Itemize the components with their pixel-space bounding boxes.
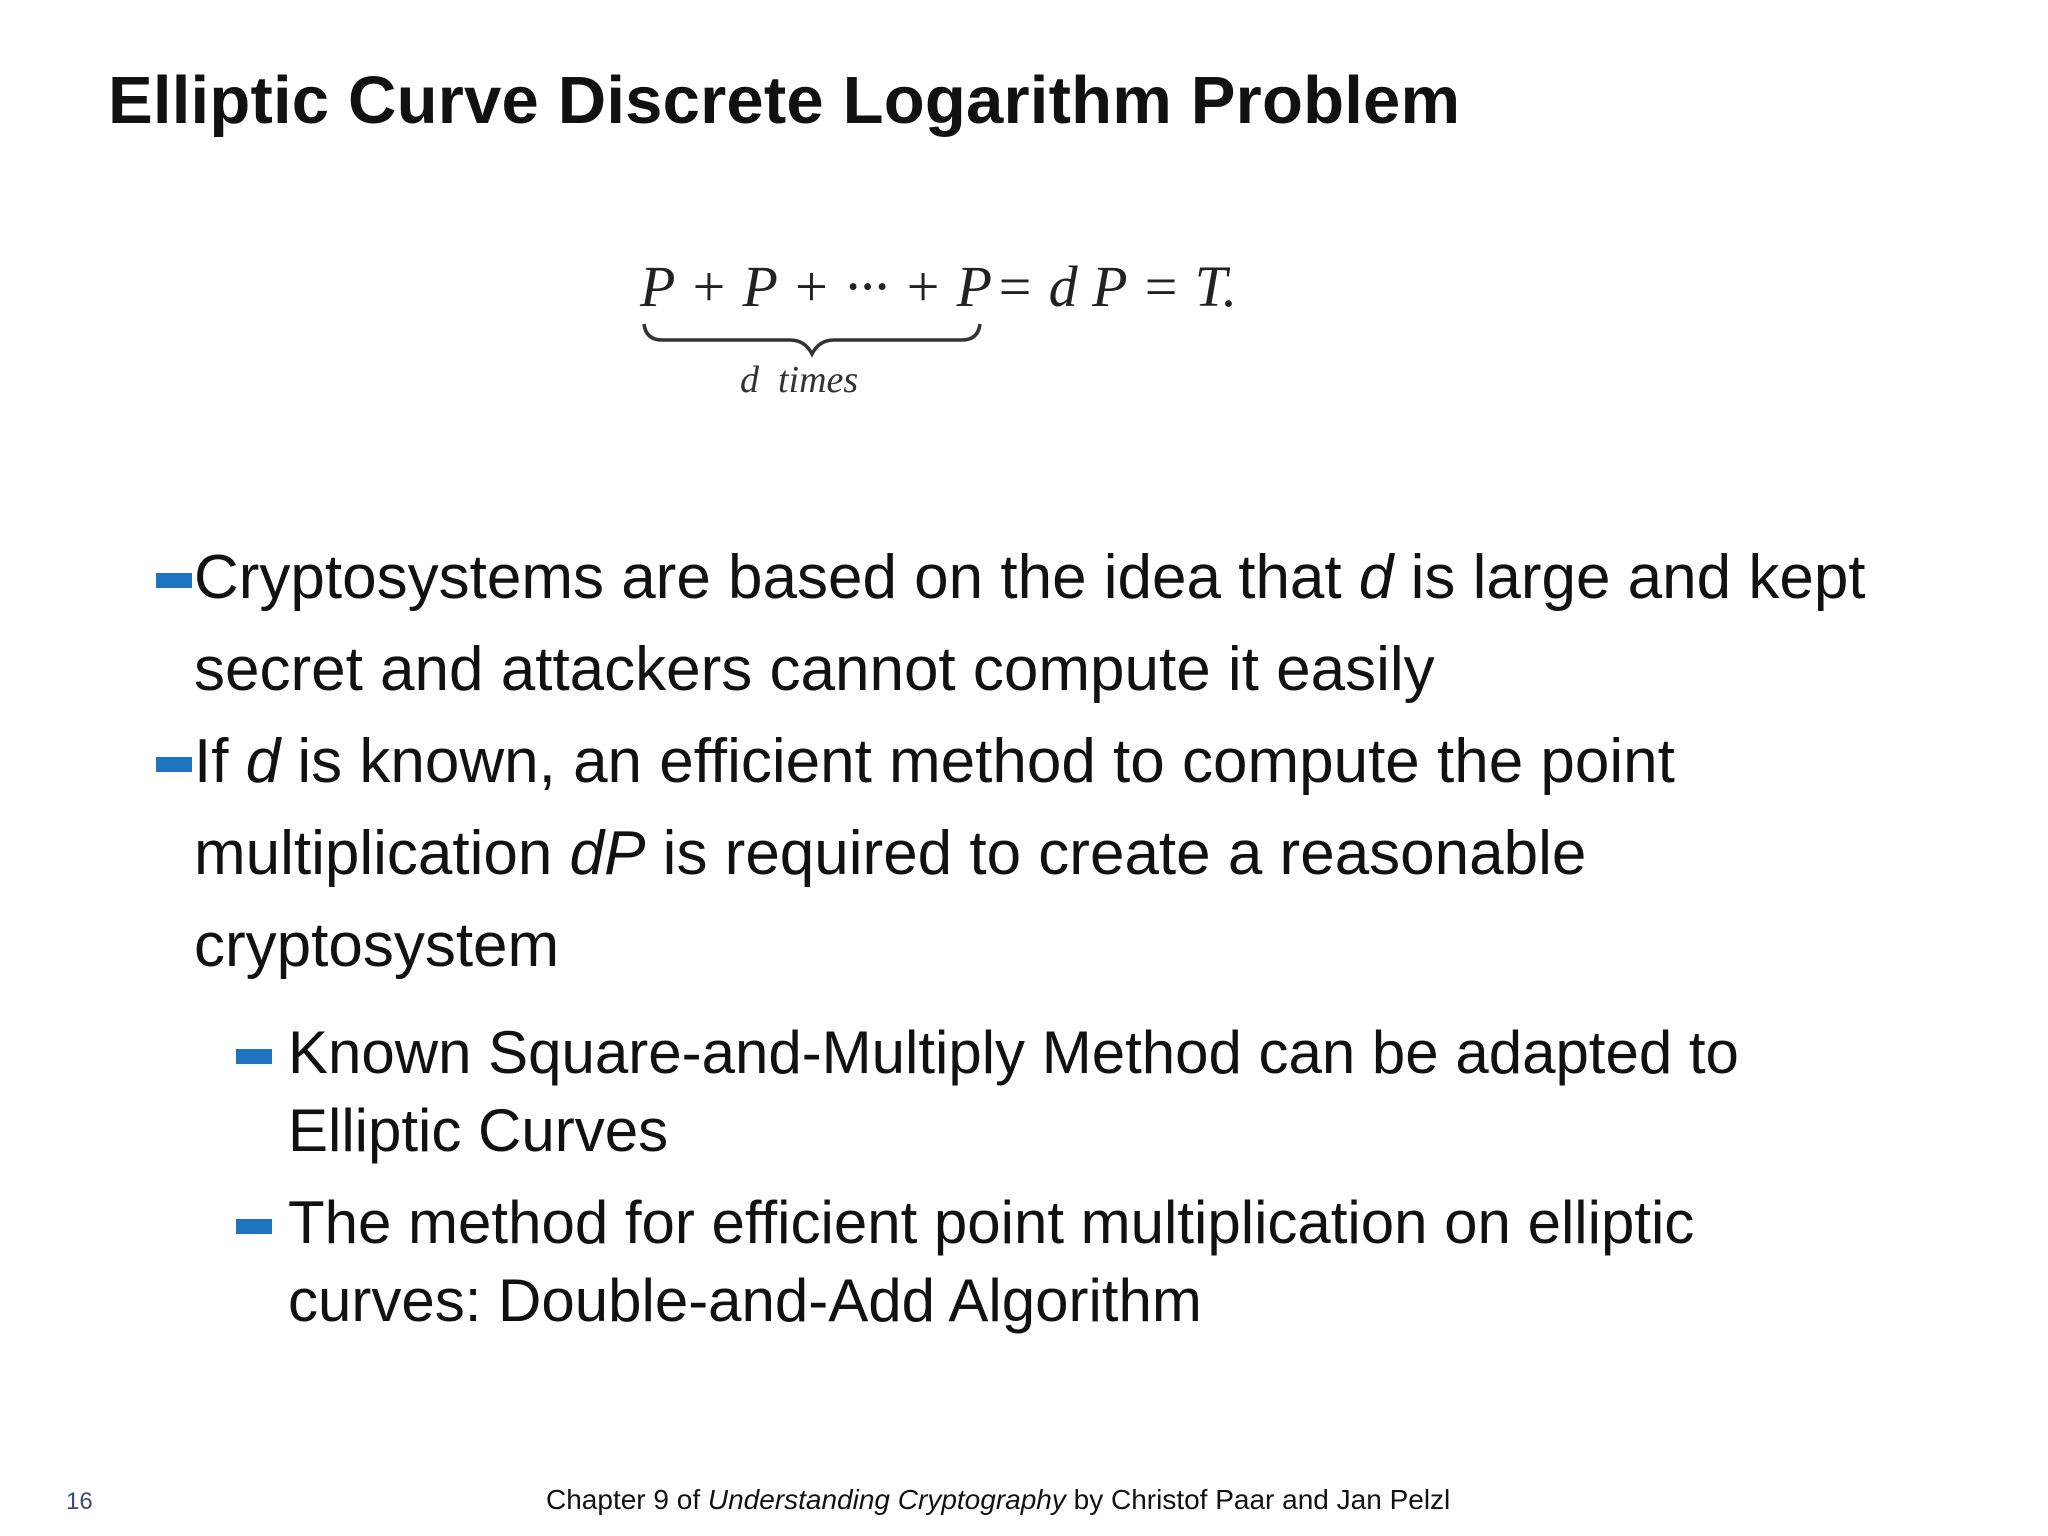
footer-text-start: Chapter 9 of <box>546 1484 708 1515</box>
bullet-2-text-mid: is known, an efficient method to compute the point multiplication <box>194 727 1675 888</box>
slide-title: Elliptic Curve Discrete Logarithm Problem <box>108 63 1461 138</box>
bullet-1 <box>156 532 1876 716</box>
bullet-2-text-end: is required to create a reasonable cryptosystem <box>194 819 1587 980</box>
formula-rhs: = d P = T. <box>995 254 1238 319</box>
bullet-1-variable: d <box>1358 543 1394 612</box>
formula <box>600 240 1360 440</box>
bullet-2-variable: d <box>245 727 281 796</box>
formula-lhs: P + P + ··· + P <box>640 254 993 319</box>
bullet-1-text-end: is large and kept secret and attackers cannot compute it easily <box>194 543 1866 704</box>
page-number: 16 <box>66 1488 93 1515</box>
bullet-list <box>156 532 1876 1340</box>
subbullet-1 <box>236 1014 1876 1170</box>
underbrace <box>644 324 980 354</box>
formula-graphic <box>600 240 1360 440</box>
bullet-marker-icon <box>156 573 192 588</box>
subbullet-1-text: Known Square-and-Multiply Method can be adapted to Elliptic Curves <box>288 1019 1739 1164</box>
bullet-1-text-start: Cryptosystems are based on the idea that <box>194 543 1359 612</box>
subbullet-marker-icon <box>236 1219 272 1234</box>
bullet-2 <box>156 716 1876 992</box>
subbullet-2-text: The method for efficient point multiplication on elliptic curves: Double-and-Add Algorithm <box>288 1189 1695 1334</box>
bullet-2-text-start: If <box>194 727 246 796</box>
footer-book-title: Understanding Cryptography <box>707 1484 1066 1515</box>
subbullet-2 <box>236 1184 1876 1340</box>
footer-citation <box>546 1484 1450 1516</box>
underbrace-label: d times <box>740 359 859 401</box>
footer-text-end: by Christof Paar and Jan Pelzl <box>1065 1484 1451 1515</box>
subbullet-marker-icon <box>236 1049 272 1064</box>
bullet-2-variable-dp: dP <box>569 819 646 888</box>
bullet-marker-icon <box>156 757 192 772</box>
